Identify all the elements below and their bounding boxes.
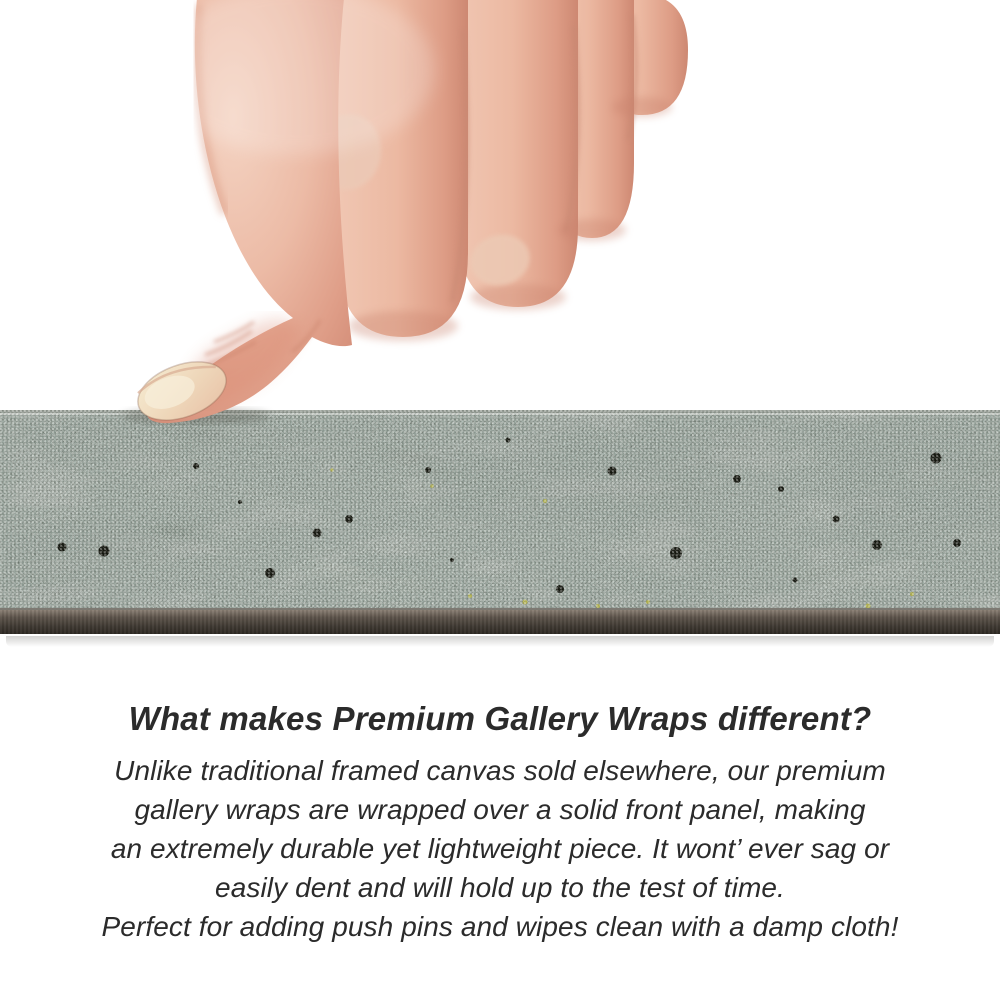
copy-line-5: Perfect for adding push pins and wipes clean with a damp cloth!: [101, 911, 899, 942]
strip-drop-shadow: [6, 636, 994, 647]
panel-edge-grain: [0, 610, 1000, 634]
canvas-edge-strip: [0, 410, 1000, 636]
copy-line-3: an extremely durable yet lightweight piece. It wont’ ever sag or: [110, 833, 890, 864]
hand-photo: [0, 0, 1000, 440]
marketing-copy: [0, 700, 1000, 946]
copy-line-1: Unlike traditional framed canvas sold elsewhere, our premium: [114, 755, 886, 786]
headline: What makes Premium Gallery Wraps different?: [128, 700, 872, 737]
copy-line-2: gallery wraps are wrapped over a solid front panel, making: [134, 794, 866, 825]
panel-side-edge: [0, 608, 1000, 634]
copy-line-4: easily dent and will hold up to the test of time.: [215, 872, 785, 903]
